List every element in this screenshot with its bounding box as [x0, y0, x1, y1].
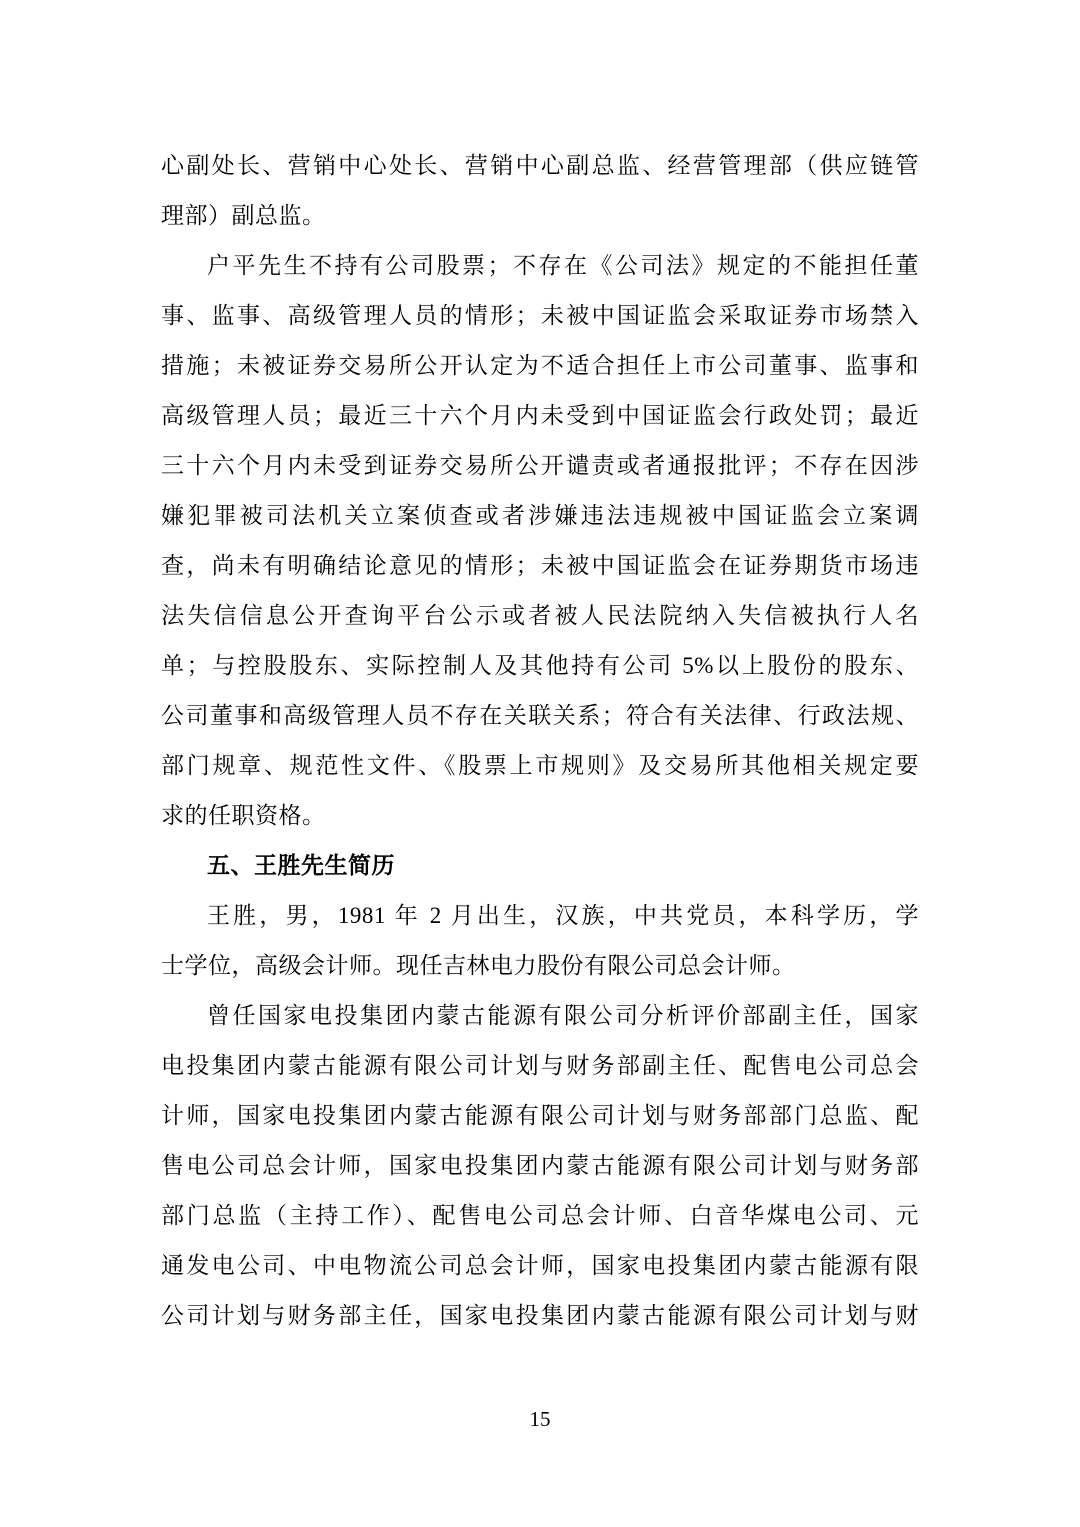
text-line: 通发电公司、中电物流公司总会计师，国家电投集团内蒙古能源有限 [161, 1253, 919, 1278]
text-line: 单；与控股股东、实际控制人及其他持有公司 5%以上股份的股东、 [161, 653, 919, 678]
text-line: 查，尚未有明确结论意见的情形；未被中国证监会在证券期货市场违 [161, 553, 919, 578]
text-line: 高级管理人员；最近三十六个月内未受到中国证监会行政处罚；最近 [161, 403, 919, 428]
text-line: 部门规章、规范性文件、《股票上市规则》及交易所其他相关规定要 [161, 753, 919, 778]
text-line: 三十六个月内未受到证券交易所公开谴责或者通报批评；不存在因涉 [161, 453, 919, 478]
text-line: 公司董事和高级管理人员不存在关联关系；符合有关法律、行政法规、 [161, 703, 919, 728]
text-line: 嫌犯罪被司法机关立案侦查或者涉嫌违法违规被中国证监会立案调 [161, 503, 919, 528]
text-line: 法失信信息公开查询平台公示或者被人民法院纳入失信被执行人名 [161, 603, 919, 628]
text-line: 心副处长、营销中心处长、营销中心副总监、经营管理部（供应链管 [161, 153, 919, 178]
page-number: 15 [529, 1407, 551, 1431]
text-line: 电投集团内蒙古能源有限公司计划与财务部副主任、配售电公司总会 [161, 1053, 919, 1078]
text-line: 计师，国家电投集团内蒙古能源有限公司计划与财务部部门总监、配 [161, 1103, 919, 1128]
text-line: 求的任职资格。 [161, 803, 326, 828]
text-line: 措施；未被证券交易所公开认定为不适合担任上市公司董事、监事和 [161, 353, 919, 378]
document-text-column [161, 141, 919, 1341]
text-line: 理部）副总监。 [161, 203, 326, 228]
text-line: 部门总监（主持工作）、配售电公司总会计师、白音华煤电公司、元 [161, 1203, 919, 1228]
text-line: 士学位，高级会计师。现任吉林电力股份有限公司总会计师。 [161, 953, 796, 978]
text-line: 事、监事、高级管理人员的情形；未被中国证监会采取证券市场禁入 [161, 303, 919, 328]
text-line: 户平先生不持有公司股票；不存在《公司法》规定的不能担任董 [207, 253, 919, 278]
text-line: 王胜，男，1981 年 2 月出生，汉族，中共党员，本科学历，学 [207, 903, 919, 928]
text-line: 公司计划与财务部主任，国家电投集团内蒙古能源有限公司计划与财 [161, 1303, 919, 1328]
section-heading: 五、王胜先生简历 [207, 853, 395, 878]
text-line: 曾任国家电投集团内蒙古能源有限公司分析评价部副主任，国家 [207, 1003, 919, 1028]
text-line: 售电公司总会计师，国家电投集团内蒙古能源有限公司计划与财务部 [161, 1153, 919, 1178]
